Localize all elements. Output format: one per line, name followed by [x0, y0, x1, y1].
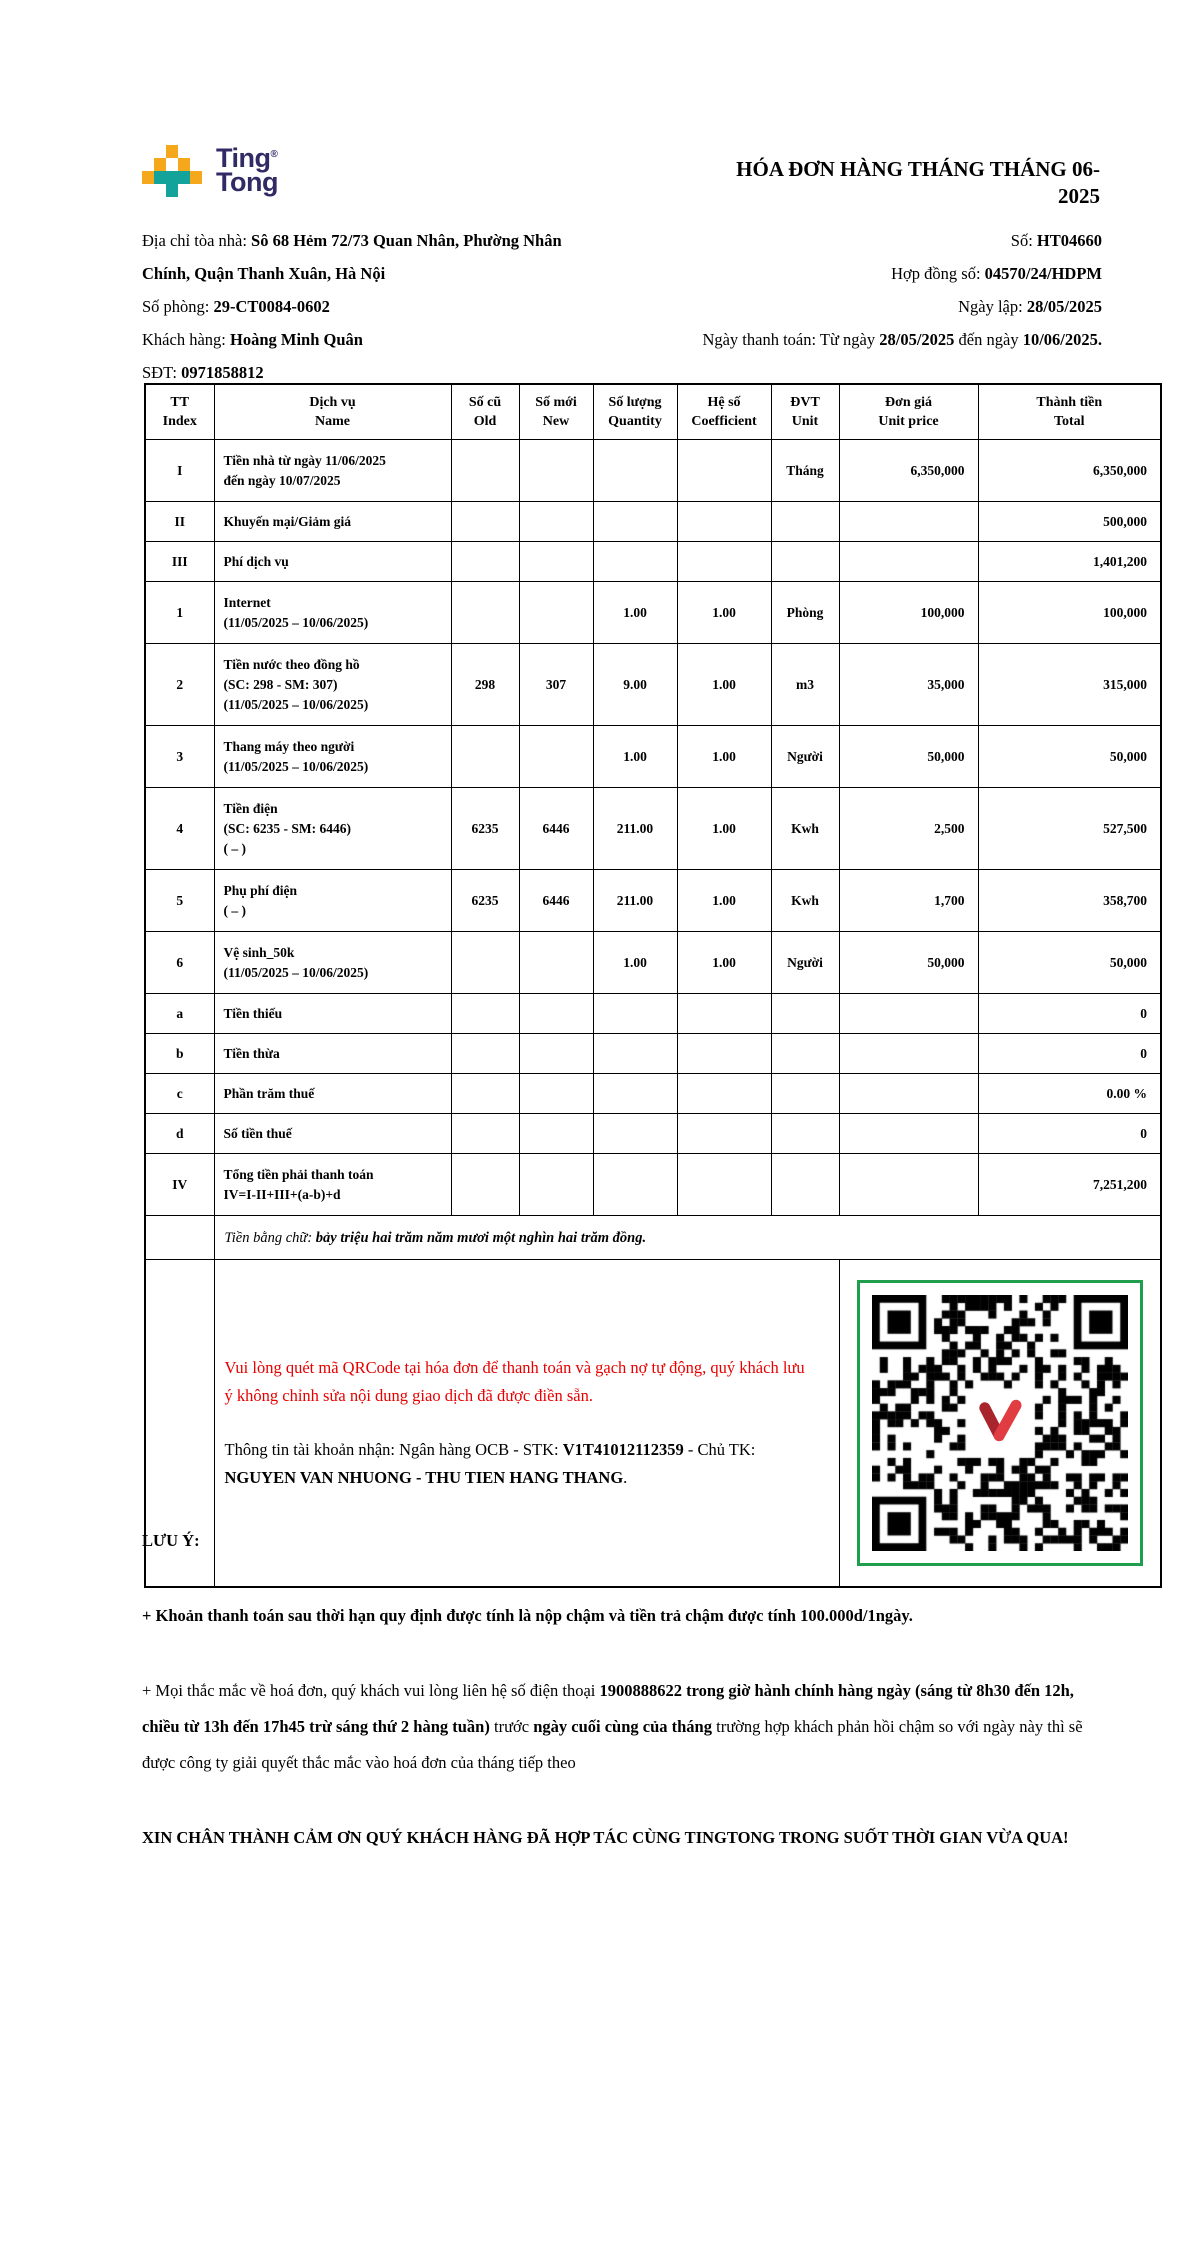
cell-old — [451, 440, 519, 502]
cell-old — [451, 994, 519, 1034]
cell-old: 6235 — [451, 788, 519, 870]
cell-price — [839, 1154, 978, 1216]
room-number-line — [142, 290, 594, 323]
cell-unit — [771, 1114, 839, 1154]
amount-in-words-value: bảy triệu hai trăm năm mươi một nghìn hai trăm đồng. — [315, 1229, 647, 1246]
payment-date-line — [622, 323, 1102, 356]
cell-new — [519, 994, 593, 1034]
cell-name: Phần trăm thuế — [214, 1074, 451, 1114]
text-segment: 28/05/2025 — [1026, 297, 1102, 316]
cell-old — [451, 582, 519, 644]
text-segment: Hoàng Minh Quân — [229, 330, 363, 349]
cell-price — [839, 994, 978, 1034]
cell-tt: IV — [145, 1154, 214, 1216]
cell-qty — [593, 1114, 677, 1154]
text-segment: XIN CHÂN THÀNH CẢM ƠN QUÝ KHÁCH HÀNG ĐÃ HỢP TÁC CÙNG TINGTONG TRONG SUỐT THỜI GIAN VỪA QUA! — [142, 1828, 1069, 1847]
cell-new — [519, 1114, 593, 1154]
cell-total: 527,500 — [978, 788, 1161, 870]
cell-coef — [677, 542, 771, 582]
cell-qty — [593, 1154, 677, 1216]
cell-coef — [677, 1114, 771, 1154]
text-segment: 0971858812 — [181, 363, 264, 382]
amount-in-words — [214, 1216, 1161, 1260]
table-header-row — [145, 384, 1161, 440]
cell-new — [519, 1074, 593, 1114]
text-segment: Sô 68 Hẻm 72/73 Quan Nhân, Phường Nhân Chính, Quận Thanh Xuân, Hà Nội — [142, 231, 562, 283]
cell-tt: 2 — [145, 644, 214, 726]
cell-coef: 1.00 — [677, 932, 771, 994]
cell-new: 307 — [519, 644, 593, 726]
table-row — [145, 1074, 1161, 1114]
table-row — [145, 1114, 1161, 1154]
cell-tt: I — [145, 440, 214, 502]
cell-coef — [677, 502, 771, 542]
text-segment: 04570/24/HDPM — [984, 264, 1102, 283]
cell-name: Tiền thiếu — [214, 994, 451, 1034]
document-title — [670, 156, 1100, 210]
brand-logo — [142, 143, 278, 197]
cell-old: 298 — [451, 644, 519, 726]
cell-total: 315,000 — [978, 644, 1161, 726]
cell-unit — [771, 1034, 839, 1074]
cell-total: 1,401,200 — [978, 542, 1161, 582]
cell-price: 6,350,000 — [839, 440, 978, 502]
cell-old — [451, 542, 519, 582]
cell-price: 35,000 — [839, 644, 978, 726]
cell-unit: Người — [771, 726, 839, 788]
cell-qty: 211.00 — [593, 870, 677, 932]
cell-tt: c — [145, 1074, 214, 1114]
table-row — [145, 1154, 1161, 1216]
text-segment: Số phòng: — [142, 297, 214, 316]
cell-unit — [771, 502, 839, 542]
column-header: Đơn giá Unit price — [839, 384, 978, 440]
invoice-table-wrapper — [144, 383, 1162, 1588]
cell-qty: 9.00 — [593, 644, 677, 726]
cell-name: Tiền nhà từ ngày 11/06/2025 đến ngày 10/07/2025 — [214, 440, 451, 502]
cell-coef: 1.00 — [677, 726, 771, 788]
cell-new: 6446 — [519, 870, 593, 932]
cell-total: 0 — [978, 994, 1161, 1034]
cell-total: 500,000 — [978, 502, 1161, 542]
cell-unit — [771, 542, 839, 582]
column-header: ĐVT Unit — [771, 384, 839, 440]
cell-coef — [677, 994, 771, 1034]
account-info — [225, 1436, 811, 1492]
column-header: Thành tiền Total — [978, 384, 1161, 440]
cell-total: 358,700 — [978, 870, 1161, 932]
table-row — [145, 932, 1161, 994]
logo-wordmark — [216, 143, 278, 197]
cell-price — [839, 1034, 978, 1074]
text-segment: 28/05/2025 — [879, 330, 955, 349]
table-row — [145, 788, 1161, 870]
cell-qty: 1.00 — [593, 932, 677, 994]
cell-old — [451, 1034, 519, 1074]
cell-qty: 211.00 — [593, 788, 677, 870]
cell-total: 50,000 — [978, 932, 1161, 994]
cell-new — [519, 502, 593, 542]
invoice-info — [142, 224, 1102, 389]
note-late-payment — [142, 1598, 1102, 1634]
table-row — [145, 644, 1161, 726]
text-segment: NGUYEN VAN NHUONG - THU TIEN HANG THANG — [224, 1468, 624, 1487]
cell-name: Số tiền thuế — [214, 1114, 451, 1154]
cell-old — [451, 932, 519, 994]
cell-tt: b — [145, 1034, 214, 1074]
registered-mark: ® — [270, 149, 278, 160]
text-segment: Hợp đồng số: — [891, 264, 985, 283]
cell-old — [451, 502, 519, 542]
cell-total: 0 — [978, 1034, 1161, 1074]
logo-line2: Tong — [216, 167, 278, 197]
note-hotline — [142, 1673, 1102, 1781]
cell-unit: Tháng — [771, 440, 839, 502]
table-row — [145, 582, 1161, 644]
cell-tt: III — [145, 542, 214, 582]
text-segment: . — [623, 1468, 628, 1487]
text-segment: Địa chỉ tòa nhà: — [142, 231, 252, 250]
cell-new: 6446 — [519, 788, 593, 870]
table-row — [145, 502, 1161, 542]
cell-price: 50,000 — [839, 726, 978, 788]
cell-new — [519, 1154, 593, 1216]
cell-name: Thang máy theo người (11/05/2025 – 10/06/2025) — [214, 726, 451, 788]
cell-tt: a — [145, 994, 214, 1034]
text-segment: Ngày thanh toán: Từ ngày — [702, 330, 880, 349]
cell-new — [519, 932, 593, 994]
cell-unit: Kwh — [771, 870, 839, 932]
cell-new — [519, 726, 593, 788]
vietqr-v-logo — [970, 1393, 1030, 1453]
contract-number-line — [622, 257, 1102, 290]
table-row — [145, 1034, 1161, 1074]
cell-old — [451, 1154, 519, 1216]
cell-name: Vệ sinh_50k (11/05/2025 – 10/06/2025) — [214, 932, 451, 994]
column-header: Số cũ Old — [451, 384, 519, 440]
cell-total: 100,000 — [978, 582, 1161, 644]
text-segment: 1900888622 trong giờ hành chính hàng ngày (sáng từ 8h30 đến 12h, chiều từ 13h đến 17h45 trừ sáng thứ 2 hàng tuần) — [142, 1681, 1074, 1736]
cell-price — [839, 542, 978, 582]
column-header: Dịch vụ Name — [214, 384, 451, 440]
cell-price — [839, 502, 978, 542]
cell-old — [451, 726, 519, 788]
cell-total: 7,251,200 — [978, 1154, 1161, 1216]
cell-price — [839, 1114, 978, 1154]
cell-unit: Người — [771, 932, 839, 994]
cell-unit: m3 — [771, 644, 839, 726]
text-segment: Thông tin tài khoản nhận: Ngân hàng OCB - STK: — [224, 1440, 563, 1459]
cell-unit — [771, 1074, 839, 1114]
cell-price: 100,000 — [839, 582, 978, 644]
cell-old — [451, 1074, 519, 1114]
cell-name: Phí dịch vụ — [214, 542, 451, 582]
table-row — [145, 726, 1161, 788]
cell-new — [519, 542, 593, 582]
invoice-meta-column — [622, 224, 1102, 389]
notes-section — [142, 1523, 1102, 1895]
cell-price: 2,500 — [839, 788, 978, 870]
cell-price: 50,000 — [839, 932, 978, 994]
customer-info-column — [142, 224, 594, 389]
cell-coef — [677, 440, 771, 502]
cell-empty — [145, 1216, 214, 1260]
cell-name: Internet (11/05/2025 – 10/06/2025) — [214, 582, 451, 644]
text-segment: trước — [489, 1717, 534, 1736]
cell-name: Tiền thừa — [214, 1034, 451, 1074]
table-row — [145, 870, 1161, 932]
text-segment: 10/06/2025. — [1022, 330, 1102, 349]
cell-qty: 1.00 — [593, 582, 677, 644]
cell-name: Tiền nước theo đồng hồ (SC: 298 - SM: 307) (11/05/2025 – 10/06/2025) — [214, 644, 451, 726]
column-header: TT Index — [145, 384, 214, 440]
cell-qty — [593, 1034, 677, 1074]
text-segment: Số: — [1010, 231, 1037, 250]
cell-total: 6,350,000 — [978, 440, 1161, 502]
cell-qty: 1.00 — [593, 726, 677, 788]
cell-unit: Phòng — [771, 582, 839, 644]
cell-name: Tổng tiền phải thanh toán IV=I-II+III+(a-b)+d — [214, 1154, 451, 1216]
text-segment: 29-CT0084-0602 — [213, 297, 330, 316]
column-header: Số mới New — [519, 384, 593, 440]
cell-name: Tiền điện (SC: 6235 - SM: 6446) ( – ) — [214, 788, 451, 870]
cell-tt: 1 — [145, 582, 214, 644]
table-row — [145, 440, 1161, 502]
cell-coef — [677, 1034, 771, 1074]
title-line1: HÓA ĐƠN HÀNG THÁNG THÁNG 06- — [736, 157, 1100, 181]
amount-in-words-row — [145, 1216, 1161, 1260]
text-segment: Khách hàng: — [142, 330, 230, 349]
text-segment: - Chủ TK: — [683, 1440, 756, 1459]
cell-old — [451, 1114, 519, 1154]
amount-in-words-label: Tiền bằng chữ: — [224, 1229, 316, 1246]
cell-unit — [771, 994, 839, 1034]
cell-qty — [593, 542, 677, 582]
cell-tt: 5 — [145, 870, 214, 932]
column-header: Hệ số Coefficient — [677, 384, 771, 440]
invoice-number-line — [622, 224, 1102, 257]
invoice-table — [144, 383, 1162, 1588]
cell-total: 0 — [978, 1114, 1161, 1154]
cell-qty — [593, 440, 677, 502]
thank-you-note — [142, 1820, 1102, 1856]
cell-name: Phụ phí điện ( – ) — [214, 870, 451, 932]
cell-price — [839, 1074, 978, 1114]
cell-coef: 1.00 — [677, 870, 771, 932]
tingtong-logo-icon — [142, 145, 202, 197]
logo-line1: Ting — [216, 143, 271, 173]
cell-total: 50,000 — [978, 726, 1161, 788]
cell-old: 6235 — [451, 870, 519, 932]
customer-name-line — [142, 323, 594, 356]
cell-tt: d — [145, 1114, 214, 1154]
cell-coef — [677, 1074, 771, 1114]
cell-coef: 1.00 — [677, 644, 771, 726]
notes-heading: LƯU Ý: — [142, 1531, 200, 1550]
text-segment: Ngày lập: — [958, 297, 1027, 316]
text-segment: HT04660 — [1036, 231, 1102, 250]
text-segment: SĐT: — [142, 363, 182, 382]
issue-date-line — [622, 290, 1102, 323]
table-row — [145, 994, 1161, 1034]
text-segment: trường hợp khách phản hồi chậm so với ngày này thì sẽ được công ty giải quyết thắc mắc vào hoá đơn của tháng tiếp theo — [142, 1717, 1083, 1772]
cell-new — [519, 440, 593, 502]
cell-new — [519, 1034, 593, 1074]
cell-qty — [593, 502, 677, 542]
cell-name: Khuyến mại/Giảm giá — [214, 502, 451, 542]
cell-coef — [677, 1154, 771, 1216]
cell-unit: Kwh — [771, 788, 839, 870]
cell-new — [519, 582, 593, 644]
cell-qty — [593, 1074, 677, 1114]
cell-tt: 6 — [145, 932, 214, 994]
cell-coef: 1.00 — [677, 788, 771, 870]
title-line2: 2025 — [1058, 184, 1100, 208]
cell-price: 1,700 — [839, 870, 978, 932]
cell-qty — [593, 994, 677, 1034]
cell-coef: 1.00 — [677, 582, 771, 644]
text-segment: + Khoản thanh toán sau thời hạn quy định được tính là nộp chậm và tiền trả chậm được tính 100.000d/1ngày. — [142, 1606, 913, 1625]
cell-tt: 3 — [145, 726, 214, 788]
cell-unit — [771, 1154, 839, 1216]
text-segment: V1T41012112359 — [562, 1440, 684, 1459]
cell-total: 0.00 % — [978, 1074, 1161, 1114]
building-address-line — [142, 224, 594, 290]
table-row — [145, 542, 1161, 582]
text-segment: đến ngày — [954, 330, 1023, 349]
text-segment: + Mọi thắc mắc về hoá đơn, quý khách vui lòng liên hệ số điện thoại — [142, 1681, 600, 1700]
text-segment: ngày cuối cùng của tháng — [533, 1717, 712, 1736]
qr-instruction: Vui lòng quét mã QRCode tại hóa đơn để thanh toán và gạch nợ tự động, quý khách lưu ý không chỉnh sửa nội dung giao dịch đã được điền sẵn. — [224, 1358, 805, 1405]
cell-tt: 4 — [145, 788, 214, 870]
column-header: Số lượng Quantity — [593, 384, 677, 440]
cell-tt: II — [145, 502, 214, 542]
